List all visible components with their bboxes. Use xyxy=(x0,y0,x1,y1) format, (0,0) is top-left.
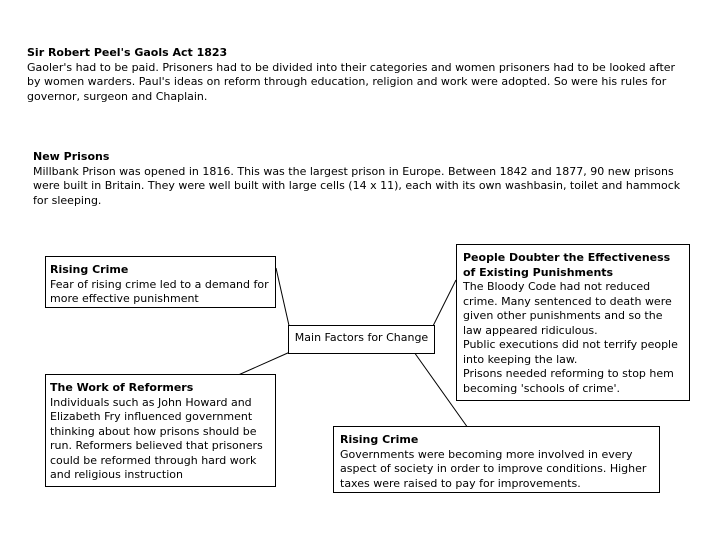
center-label: Main Factors for Change xyxy=(294,331,429,344)
reformers-box xyxy=(45,374,276,487)
peel-gaols-act-text: Gaoler's had to be paid. Prisoners had to be divided into their categories and women prisoners had to be looked after by women warders. Paul's ideas on reform through education, religion and work were adopted. So were his rules for governor, surgeon and Chaplain. xyxy=(27,60,676,103)
doubt-line-1: The Bloody Code had not reduced crime. Many sentenced to death were given other punishments and so the law appeared ridiculous. xyxy=(463,280,672,337)
connector-doubt xyxy=(433,280,456,326)
doubt-box xyxy=(456,244,690,401)
doubt-title: People Doubter the Effectiveness of Existing Punishments xyxy=(463,251,671,279)
new-prisons-title: New Prisons xyxy=(33,150,110,163)
rising-crime-1-title: Rising Crime xyxy=(50,263,129,276)
doubt-line-3: Prisons needed reforming to stop hem becoming 'schools of crime'. xyxy=(463,367,674,395)
reformers-text: Individuals such as John Howard and Elizabeth Fry influenced government thinking about how prisons should be run. Reformers believed that prisoners could be reformed through hard work and religious instruction xyxy=(50,395,263,481)
new-prisons-text: Millbank Prison was opened in 1816. This was the largest prison in Europe. Between 1842 and 1877, 90 new prisons were built in Britain. They were well built with large cells (14 x 11), each with its own washbasin, toilet and hammock for sleeping. xyxy=(33,164,681,207)
rising-crime-box-2 xyxy=(333,426,660,493)
peel-gaols-act-title: Sir Robert Peel's Gaols Act 1823 xyxy=(27,46,228,59)
doubt-line-2: Public executions did not terrify people into keeping the law. xyxy=(463,338,678,366)
rising-crime-1-text: Fear of rising crime led to a demand for more effective punishment xyxy=(50,277,269,305)
rising-crime-2-title: Rising Crime xyxy=(340,433,419,446)
connector-rising-crime-1 xyxy=(276,268,290,330)
peel-gaols-act-section xyxy=(27,46,691,104)
center-box xyxy=(288,325,435,354)
new-prisons-section xyxy=(33,150,687,208)
rising-crime-box-1 xyxy=(45,256,276,308)
rising-crime-2-text: Governments were becoming more involved in every aspect of society in order to improve conditions. Higher taxes were raised to pay for improvements. xyxy=(340,447,647,490)
reformers-title: The Work of Reformers xyxy=(50,381,194,394)
